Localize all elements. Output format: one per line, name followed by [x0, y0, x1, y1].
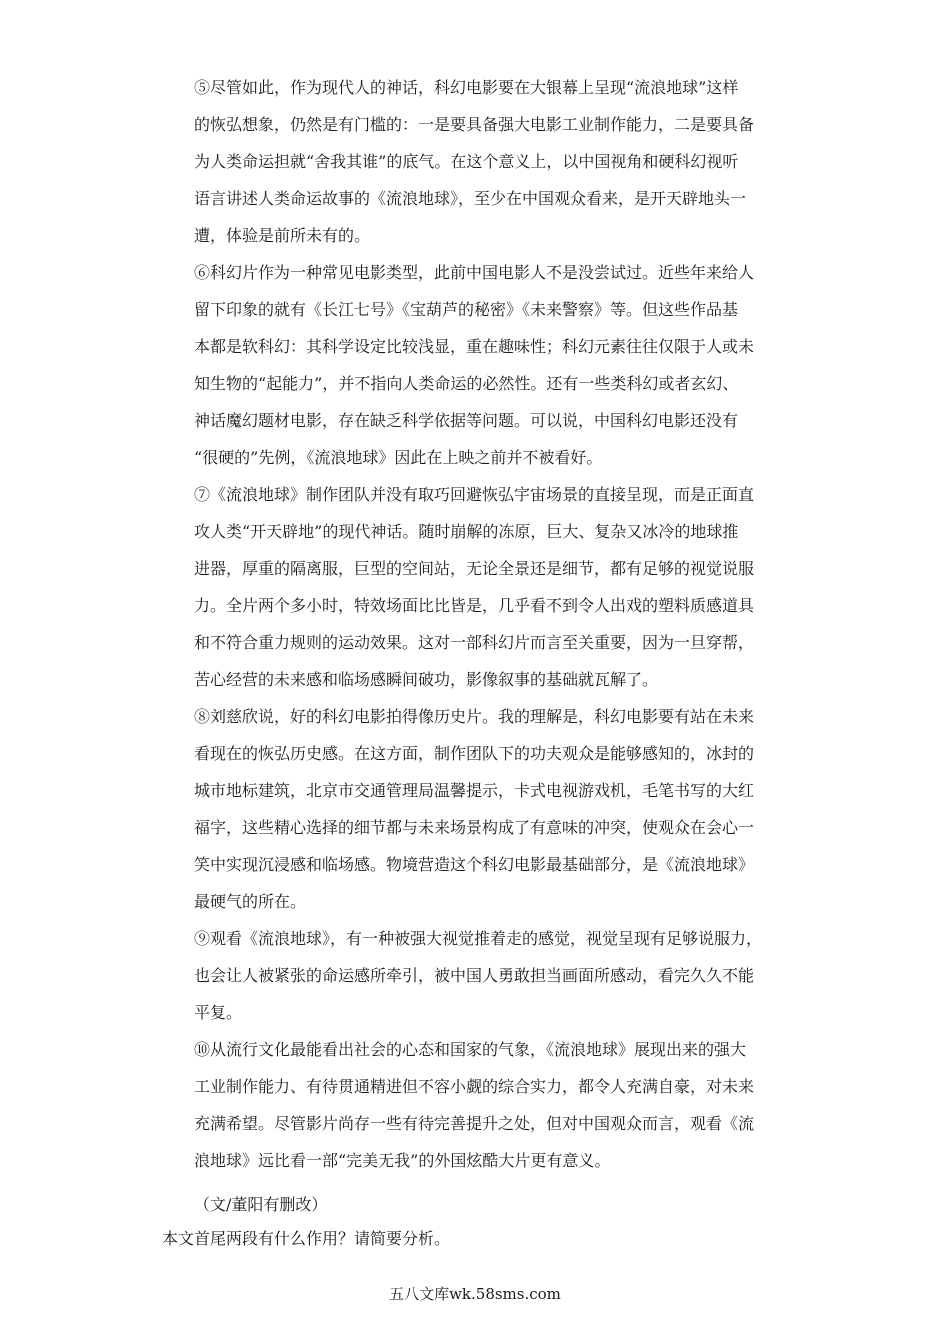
- question: 本文首尾两段有什么作用？请简要分析。: [162, 1229, 451, 1248]
- paragraph-line: “很硬的”先例，《流浪地球》因此在上映之前并不被看好。: [194, 448, 603, 467]
- paragraph-line: 最硬气的所在。: [194, 892, 307, 911]
- paragraph-line: 遭，体验是前所未有的。: [194, 226, 371, 245]
- paragraph-line: 为人类命运担就“舍我其谁”的底气。在这个意义上，以中国视角和硬科幻视听: [194, 152, 739, 171]
- paragraph-line: 语言讲述人类命运故事的《流浪地球》，至少在中国观众看来，是开天辟地头一: [194, 189, 747, 208]
- paragraph-line: ⑨观看《流浪地球》，有一种被强大视觉推着走的感觉，视觉呈现有足够说服力，: [194, 929, 763, 948]
- paragraph-line: 苦心经营的未来感和临场感瞬间破功，影像叙事的基础就瓦解了。: [194, 670, 659, 689]
- paragraph-line: ⑤尽管如此，作为现代人的神话，科幻电影要在大银幕上呈现“流浪地球”这样: [194, 78, 739, 97]
- paragraph-line: 进器，厚重的隔离服，巨型的空间站，无论全景还是细节，都有足够的视觉说服: [194, 559, 755, 578]
- paragraph-line: 的恢弘想象，仍然是有门槛的：一是要具备强大电影工业制作能力，二是要具备: [194, 115, 755, 134]
- paragraph-line: 城市地标建筑，北京市交通管理局温馨提示，卡式电视游戏机，毛笔书写的大红: [194, 781, 755, 800]
- paragraph-line: ⑦《流浪地球》制作团队并没有取巧回避恢弘宇宙场景的直接呈现，而是正面直: [194, 485, 755, 504]
- paragraph-line: 留下印象的就有《长江七号》《宝葫芦的秘密》《未来警察》等。但这些作品基: [194, 300, 739, 319]
- paragraph-line: 笑中实现沉浸感和临场感。物境营造这个科幻电影最基础部分，是《流浪地球》: [194, 855, 755, 874]
- paragraph-line: ⑧刘慈欣说，好的科幻电影拍得像历史片。我的理解是，科幻电影要有站在未来: [194, 707, 755, 726]
- attribution: （文/董阳有删改）: [194, 1195, 328, 1214]
- paragraph-line: ⑥科幻片作为一种常见电影类型，此前中国电影人不是没尝试过。近些年来给人: [194, 263, 755, 282]
- paragraph-line: 力。全片两个多小时，特效场面比比皆是，几乎看不到令人出戏的塑料质感道具: [194, 596, 755, 615]
- paragraph-line: 浪地球》远比看一部“完美无我”的外国炫酷大片更有意义。: [194, 1151, 611, 1170]
- paragraph-line: 充满希望。尽管影片尚存一些有待完善提升之处，但对中国观众而言，观看《流: [194, 1114, 755, 1133]
- paragraph-line: 福字，这些精心选择的细节都与未来场景构成了有意味的冲突，使观众在会心一: [194, 818, 755, 837]
- paragraph-line: 神话魔幻题材电影，存在缺乏科学依据等问题。可以说，中国科幻电影还没有: [194, 411, 739, 430]
- paragraph-line: 看现在的恢弘历史感。在这方面，制作团队下的功夫观众是能够感知的，冰封的: [194, 744, 755, 763]
- paragraph-line: 知生物的“起能力”，并不指向人类命运的必然性。还有一些类科幻或者玄幻、: [194, 374, 739, 393]
- paragraph-line: ⑩从流行文化最能看出社会的心态和国家的气象，《流浪地球》展现出来的强大: [194, 1040, 747, 1059]
- paragraph-line: 和不符合重力规则的运动效果。这对一部科幻片而言至关重要，因为一旦穿帮，: [194, 633, 755, 652]
- paragraph-line: 攻人类“开天辟地”的现代神话。随时崩解的冻原，巨大、复杂又冰冷的地球推: [194, 522, 739, 541]
- footer-watermark: 五八文库wk.58sms.com: [389, 1285, 561, 1303]
- paragraph-line: 也会让人被紧张的命运感所牵引，被中国人勇敢担当画面所感动，看完久久不能: [194, 966, 755, 985]
- paragraph-line: 平复。: [194, 1003, 243, 1022]
- paragraph-line: 工业制作能力、有待贯通精进但不容小觑的综合实力，都令人充满自豪，对未来: [194, 1077, 755, 1096]
- paragraph-line: 本都是软科幻：其科学设定比较浅显，重在趣味性；科幻元素往往仅限于人或未: [194, 337, 755, 356]
